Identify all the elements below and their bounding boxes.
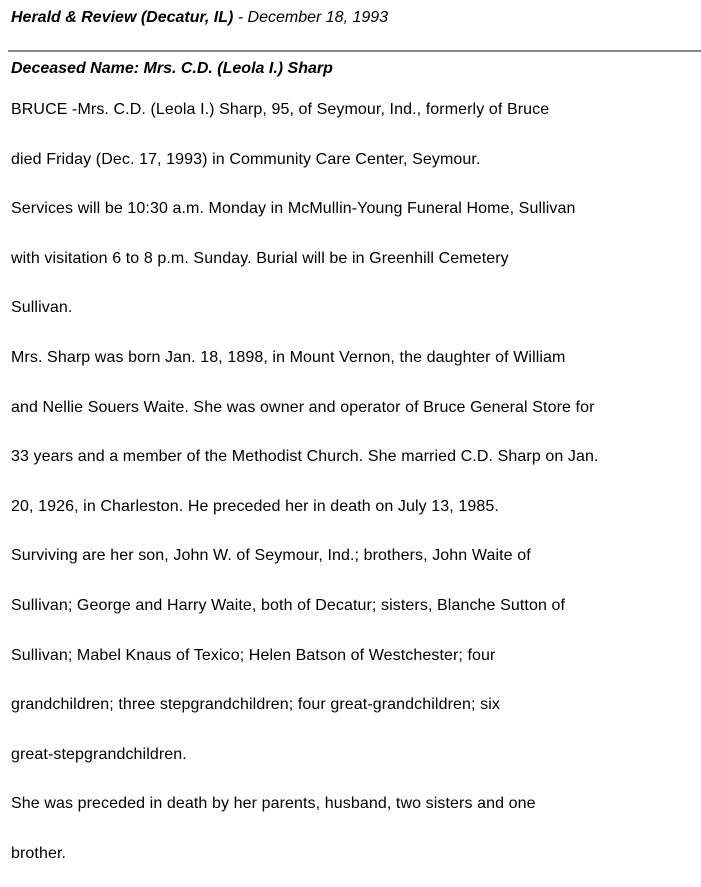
obituary-line: Mrs. Sharp was born Jan. 18, 1898, in Mount Vernon, the daughter of William [11, 348, 566, 366]
obituary-line: with visitation 6 to 8 p.m. Sunday. Burial will be in Greenhill Cemetery [11, 249, 509, 267]
obituary-line: Sullivan; George and Harry Waite, both of Decatur; sisters, Blanche Sutton of [11, 596, 566, 614]
obituary-line: Surviving are her son, John W. of Seymour, Ind.; brothers, John Waite of [11, 547, 531, 565]
obituary-line: BRUCE -Mrs. C.D. (Leola I.) Sharp, 95, of Seymour, Ind., formerly of Bruce [11, 101, 550, 118]
obituary-line: Sullivan; Mabel Knaus of Texico; Helen Batson of Westchester; four [11, 646, 496, 664]
obituary-line: grandchildren; three stepgrandchildren; four great-grandchildren; six [11, 696, 500, 714]
obituary-line: Sullivan. [11, 299, 73, 317]
publication-date: - December 18, 1993 [233, 9, 389, 26]
obituary-line: great-stepgrandchildren. [11, 745, 187, 763]
obituary-line: Services will be 10:30 a.m. Monday in McMullin-Young Funeral Home, Sullivan [11, 200, 576, 218]
publication-name: Herald & Review (Decatur, IL) [11, 9, 234, 26]
obituary-line: 20, 1926, in Charleston. He preceded her in death on July 13, 1985. [11, 497, 499, 515]
article-header [11, 9, 388, 27]
obituary-line: 33 years and a member of the Methodist Church. She married C.D. Sharp on Jan. [11, 448, 599, 466]
obituary-body [11, 93, 599, 887]
header-divider [8, 50, 701, 52]
obituary-line: died Friday (Dec. 17, 1993) in Community Care Center, Seymour. [11, 150, 481, 168]
obituary-line: and Nellie Souers Waite. She was owner and operator of Bruce General Store for [11, 398, 595, 416]
deceased-name-heading: Deceased Name: Mrs. C.D. (Leola I.) Sharp [11, 60, 333, 77]
obituary-line: brother. [11, 844, 67, 862]
obituary-line: She was preceded in death by her parents, husband, two sisters and one [11, 795, 536, 813]
